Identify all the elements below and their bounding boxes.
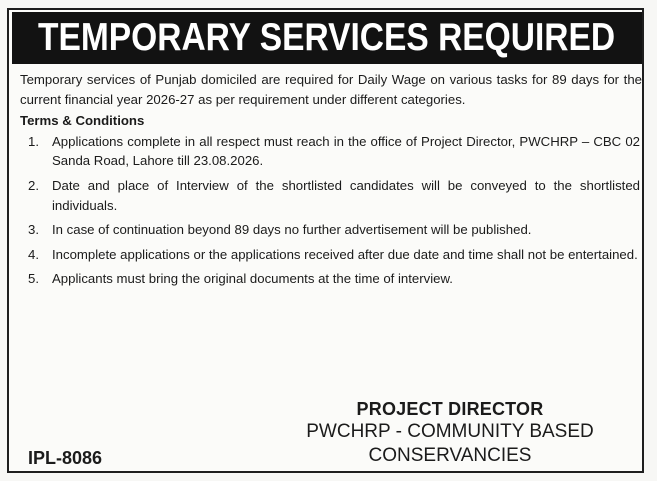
term-item — [20, 176, 642, 215]
term-number: 2. — [28, 177, 39, 193]
term-text: Applicants must bring the original documents at the time of interview. — [52, 271, 453, 287]
term-number: 5. — [28, 271, 39, 287]
intro-paragraph: Temporary services of Punjab domiciled are required for Daily Wage on various tasks for 89 days for the current financial year 2026-27 as per requirement under different categories. — [20, 72, 642, 107]
organization-line-1: PWCHRP - COMMUNITY BASED — [306, 421, 594, 442]
term-item — [20, 245, 642, 265]
term-number: 3. — [28, 222, 39, 238]
reference-number: IPL-8086 — [28, 448, 103, 468]
term-text: Date and place of Interview of the shortlisted candidates will be conveyed to the shortlisted individuals. — [52, 177, 640, 213]
term-text: Applications complete in all respect must reach in the office of Project Director, PWCHRP – CBC 02 Sanda Road, Lahore till 23.08.2026. — [52, 133, 640, 169]
terms-list — [20, 132, 642, 289]
term-number: 4. — [28, 246, 39, 262]
term-text: In case of continuation beyond 89 days no further advertisement will be published. — [52, 222, 532, 238]
term-item — [20, 269, 642, 289]
term-item — [20, 220, 642, 240]
advert-title: TEMPORARY SERVICES REQUIRED — [38, 16, 616, 59]
term-item — [20, 132, 642, 171]
title-banner — [12, 12, 642, 64]
signatory-designation: PROJECT DIRECTOR — [356, 399, 544, 419]
term-text: Incomplete applications or the applications received after due date and time shall not be entertained. — [52, 246, 638, 262]
term-number: 1. — [28, 133, 39, 149]
terms-heading: Terms & Conditions — [20, 113, 145, 129]
signature-block — [270, 398, 630, 468]
organization-line-2: CONSERVANCIES — [368, 445, 532, 466]
advert-body — [20, 70, 642, 294]
